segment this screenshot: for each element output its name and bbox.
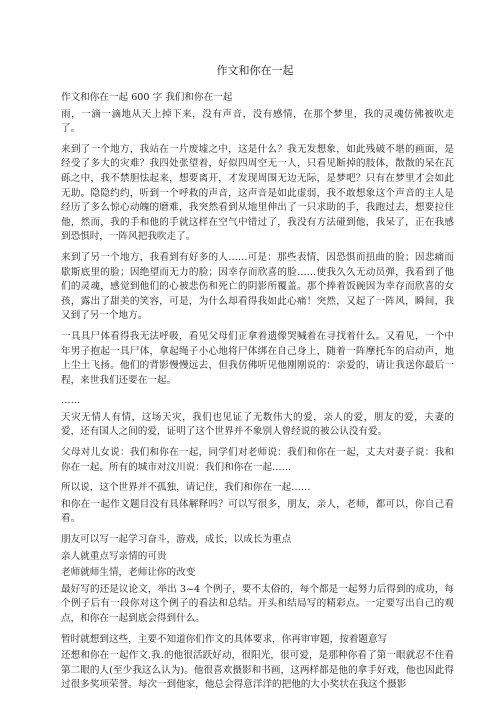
paragraph: 和你在一起作文题目没有具体解释吗？可以写很多，朋友，亲人，老师，都可以，你自己看看。 (61, 498, 454, 525)
page-title: 作文和你在一起 (216, 64, 294, 77)
paragraph: 来到了另一个地方，我看到有好多的人……可是：那些表情，因恐惧而扭曲的脸；因悲痛而歇斯底里的脸；因绝望而无力的脸；因幸存而欣喜的脸……使我久久无动员弹，我看到了他们的灵魂，感觉到他们的心被悲伤和死亡的阴影所覆盖。那个捧着饭碗因为幸存而欣喜的女孩，露出了甜美的笑容，可是，为什么却看得我如此心痛！突然，又起了一阵风，瞬间，我又到了另一个地方。 (61, 251, 454, 322)
paragraph: 最好写的还是议论文，举出 3~4 个例子，要不太俗的，每个都是一起努力后得到的成功，每个例子后有一段你对这个例子的看法和总结。开头和结局写的精彩点。一定要写出自己的观点，和你在一起到底会得到什么。 (61, 583, 454, 624)
paragraph: 作文和你在一起 600 字 我们和你在一起 (61, 92, 233, 103)
paragraph: 朋友可以写一起学习奋斗，游戏，成长，以成长为重点 (61, 534, 292, 546)
paragraph: 天灾无情人有情，这场天灾，我们也见证了无数伟大的爱，亲人的爱，朋友的爱，夫妻的爱，还有国人之间的爱，证明了这个世界并不象别人曾经说的被公认没有爱。 (61, 411, 454, 438)
paragraph: 还想和你在一起作文.我.的他很活跃好动，很阳光，很可爱，是那种你看了第一眼就忍不住看第二眼的人(至少我这么认为)。他很喜欢摄影和书画，这两样都是他的拿手好戏，他也因此得过很多奖项荣誉。每次一到他家，他总会得意洋洋的把他的大小奖状在我这个摄影 (61, 650, 454, 691)
paragraph: 来到了一个地方，我站在一片废墟之中，这是什么？我无发想象，如此残破不堪的画面，是经受了多大的灾难？我四处张望着，好似四周空无一人，只看见断掉的肢体，散散的呆在瓦砾之中，我不禁胆怯起来，想要离开，才发现周围无边无际，是梦吧？只有在梦里才会如此无助。隐隐约约，听到一个呼救的声音，这声音是如此虚弱，我不敢想象这个声音的主人是经历了多么惊心动魄的磨难，我突然看到从地里伸出了一只求助的手，我跑过去，想要拉住他，然而，我的手和他的手就这样在空气中错过了，我没有方法碰到他，我呆了，正在我感到恐惧时，一阵风把我吹走了。 (61, 143, 454, 243)
paragraph: 雨，一滴一滴地从天上掉下来，没有声音，没有感情，在那个梦里，我的灵魂仿佛被吹走了。 (61, 108, 454, 135)
paragraph: 老师就师生情，老师让你的改变 (61, 567, 196, 579)
paragraph: 所以说，这个世界并不孤独，请记住，我们和你在一起…… (61, 482, 311, 494)
paragraph: 一具具尸体看得我无法呼吸，看见父母们正拿着遗像哭喊着在寻找着什么。又看见，一个中年男子抱起一具尸体，拿起绳子小心地将尸体绑在自己身上，随着一阵摩托车的启动声，地上尘土飞扬。他们的背影慢慢远去，但我仿佛听见他刚刚说的：亲爱的，请让我送你最后一程，来世我们还要在一起。 (61, 330, 454, 386)
paragraph: 亲人就重点写亲情的可贵 (61, 550, 167, 562)
paragraph: 暂时就想到这些，主要不知道你们作文的具体要求，你再审审题，按着题意写 (61, 633, 388, 645)
paragraph: 父母对儿女说：我们和你在一起，同学们对老师说：我们和你在一起，丈夫对妻子说：我和你在一起。所有的城市对汶川说：我们和你在一起…… (61, 447, 454, 473)
paragraph-ellipsis: …… (61, 395, 81, 407)
